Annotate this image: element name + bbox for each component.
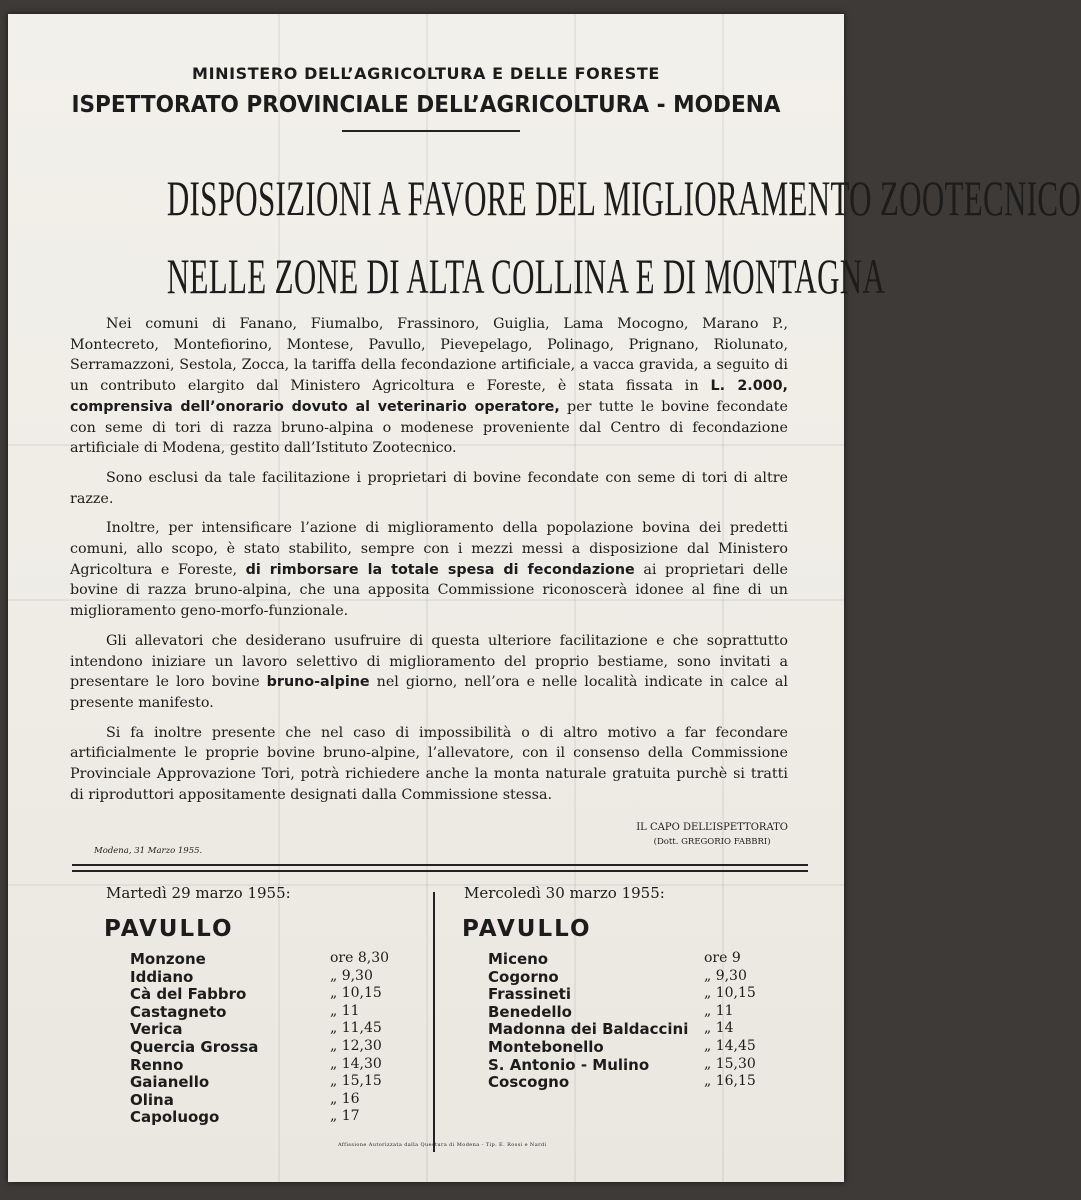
header-rule xyxy=(342,130,520,132)
column-divider xyxy=(433,892,435,1152)
schedule-place: Olina xyxy=(130,1090,174,1109)
schedule-place: Castagneto xyxy=(130,1002,227,1021)
signer-name: (Dott. GREGORIO FABBRI) xyxy=(653,837,771,847)
schedule-place: Quercia Grossa xyxy=(130,1037,259,1056)
office-heading: ISPETTORATO PROVINCIALE DELL’AGRICOLTURA - MODENA xyxy=(71,92,781,118)
schedule-row xyxy=(462,950,792,968)
schedule-time: „ 10,15 xyxy=(330,985,382,1002)
body-text xyxy=(70,314,788,814)
schedule-row xyxy=(462,985,792,1003)
schedule-time: „ 16 xyxy=(330,1090,360,1107)
schedule-row xyxy=(462,1003,792,1021)
schedule-row xyxy=(462,1073,792,1091)
paragraph-text: Nei comuni di Fanano, Fiumalbo, Frassinoro, Guiglia, Lama Mocogno, Marano P., Montecreto, Montefiorino, Montese, Pavullo, Pievepelago, Polinago, Prignano, Riolunato, Serramazzoni, Sestola, Zocca, la tariffa della fecondazione artificiale, a vacca gravida, a seguito di un contributo elargito dal Ministero Agricoltura e Foreste, è stata fissata in xyxy=(70,316,788,395)
schedule-time: „ 11 xyxy=(704,1002,734,1019)
schedule-place: S. Antonio - Mulino xyxy=(488,1055,650,1074)
main-title-line-2: NELLE ZONE DI ALTA COLLINA E DI MONTAGNA xyxy=(166,248,886,304)
schedule-place: Montebonello xyxy=(488,1037,604,1056)
schedule-place: Gaianello xyxy=(130,1073,210,1092)
schedule-place: Miceno xyxy=(488,950,549,968)
schedule-time: „ 11,45 xyxy=(330,1020,382,1037)
paragraph-1 xyxy=(70,314,788,459)
schedule-date: Mercoledì 30 marzo 1955: xyxy=(464,884,665,902)
schedule-time: „ 12,30 xyxy=(330,1037,382,1054)
schedule-row xyxy=(104,950,434,968)
signer-title: IL CAPO DELL’ISPETTORATO xyxy=(636,822,788,833)
paragraph-4 xyxy=(70,631,788,714)
schedule-town: PAVULLO xyxy=(104,916,234,942)
paragraph-2: Sono esclusi da tale facilitazione i proprietari di bovine fecondate con seme di tori di altre razze. xyxy=(70,469,788,507)
paragraph-3 xyxy=(70,518,788,622)
schedule-row xyxy=(104,1003,434,1021)
schedule-row xyxy=(104,985,434,1003)
schedule-row xyxy=(104,968,434,986)
paragraph-text: nel giorno, nell’ora e nelle località indicate in calce al presente manifesto. xyxy=(70,674,789,711)
schedule-place: Iddiano xyxy=(130,967,194,986)
schedule-list xyxy=(462,950,792,1091)
schedule-left xyxy=(104,884,434,1126)
schedule-place: Renno xyxy=(130,1055,184,1074)
schedule-place: Benedello xyxy=(488,1002,572,1021)
schedule-place: Capoluogo xyxy=(130,1108,220,1127)
schedule-row xyxy=(104,1108,434,1126)
schedule-time: ore 9 xyxy=(704,950,741,966)
schedule-row xyxy=(104,1056,434,1074)
schedule-right xyxy=(462,884,792,1091)
schedule-row xyxy=(104,1020,434,1038)
paragraph-text: per tutte le bovine fecondate con seme di tori di razza bruno-alpina o modenese proveniente dal Centro di fecondazione artificiale di Modena, gestito dall’Istituto Zootecnico. xyxy=(70,398,788,457)
ministry-heading: MINISTERO DELL’AGRICOLTURA E DELLE FORESTE xyxy=(192,64,660,83)
schedule-row xyxy=(462,1056,792,1074)
separator-rule xyxy=(72,870,808,872)
schedule-place: Monzone xyxy=(130,950,206,968)
schedule-place: Cogorno xyxy=(488,967,559,986)
main-title-line-1: DISPOSIZIONI A FAVORE DEL MIGLIORAMENTO ZOOTECNICO xyxy=(166,170,1081,226)
place-date: Modena, 31 Marzo 1955. xyxy=(94,846,203,856)
printer-credit: Affissione Autorizzata dalla Questura di Modena - Tip. E. Rossi e Nardi xyxy=(338,1142,547,1148)
paragraph-5: Si fa inoltre presente che nel caso di impossibilità o di altro motivo a far fecondare artificialmente le proprie bovine bruno-alpine, l’allevatore, con il consenso della Commissione Provinciale Approvazione Tori, potrà richiedere anche la monta naturale gratuita purchè si tratti di riproduttori appositamente designati dalla Commissione stessa. xyxy=(70,724,788,803)
paragraph-text: Inoltre, per intensificare l’azione di miglioramento della popolazione bovina dei predetti comuni, allo scopo, è stato stabilito, sempre con i mezzi messi a disposizione dal Ministero Agricoltura e Foreste, xyxy=(70,520,788,578)
schedule-time: „ 11 xyxy=(330,1002,360,1019)
poster-sheet xyxy=(8,14,1081,1182)
schedule-time: ore 8,30 xyxy=(330,950,390,966)
schedule-row xyxy=(462,1038,792,1056)
schedule-row xyxy=(104,1038,434,1056)
paragraph-text: Gli allevatori che desiderano usufruire di questa ulteriore facilitazione e che soprattutto intendono iniziare un lavoro selettivo di miglioramento del proprio bestiame, sono invitati a presentare le loro bovine xyxy=(70,632,788,691)
schedule-row xyxy=(104,1073,434,1091)
emphasis-text: bruno-alpine xyxy=(266,674,370,691)
paragraph-text: ai proprietari delle bovine di razza bruno-alpina, che una apposita Commissione riconoscerà idonee al fine di un miglioramento geno-morfo-funzionale. xyxy=(70,561,789,620)
separator-rule xyxy=(72,864,808,866)
schedule-time: „ 9,30 xyxy=(330,967,373,984)
schedule-time: „ 16,15 xyxy=(704,1073,756,1090)
schedule-time: „ 17 xyxy=(330,1108,360,1125)
schedule-time: „ 10,15 xyxy=(704,985,756,1002)
emphasis-text: L. 2.000, comprensiva dell’onorario dovuto al veterinario operatore, xyxy=(70,378,788,415)
schedule-row xyxy=(462,968,792,986)
schedule-date: Martedì 29 marzo 1955: xyxy=(106,884,291,902)
emphasis-text: di rimborsare la totale spesa di fecondazione xyxy=(245,561,635,578)
schedule-place: Verica xyxy=(130,1020,183,1039)
schedule-place: Cà del Fabbro xyxy=(130,985,247,1004)
schedule-time: „ 14 xyxy=(704,1020,734,1037)
schedule-place: Frassineti xyxy=(488,985,571,1004)
schedule-time: „ 15,30 xyxy=(704,1055,756,1072)
schedule-time: „ 15,15 xyxy=(330,1073,382,1090)
schedule-town: PAVULLO xyxy=(462,916,592,942)
schedule-time: „ 14,45 xyxy=(704,1037,756,1054)
schedule-row xyxy=(104,1091,434,1109)
schedule-place: Madonna dei Baldaccini xyxy=(488,1020,689,1039)
signature-block xyxy=(636,822,788,847)
schedule-list xyxy=(104,950,434,1126)
schedule-time: „ 14,30 xyxy=(330,1055,382,1072)
schedule-time: „ 9,30 xyxy=(704,967,747,984)
schedule-place: Coscogno xyxy=(488,1073,570,1092)
schedule-row xyxy=(462,1020,792,1038)
